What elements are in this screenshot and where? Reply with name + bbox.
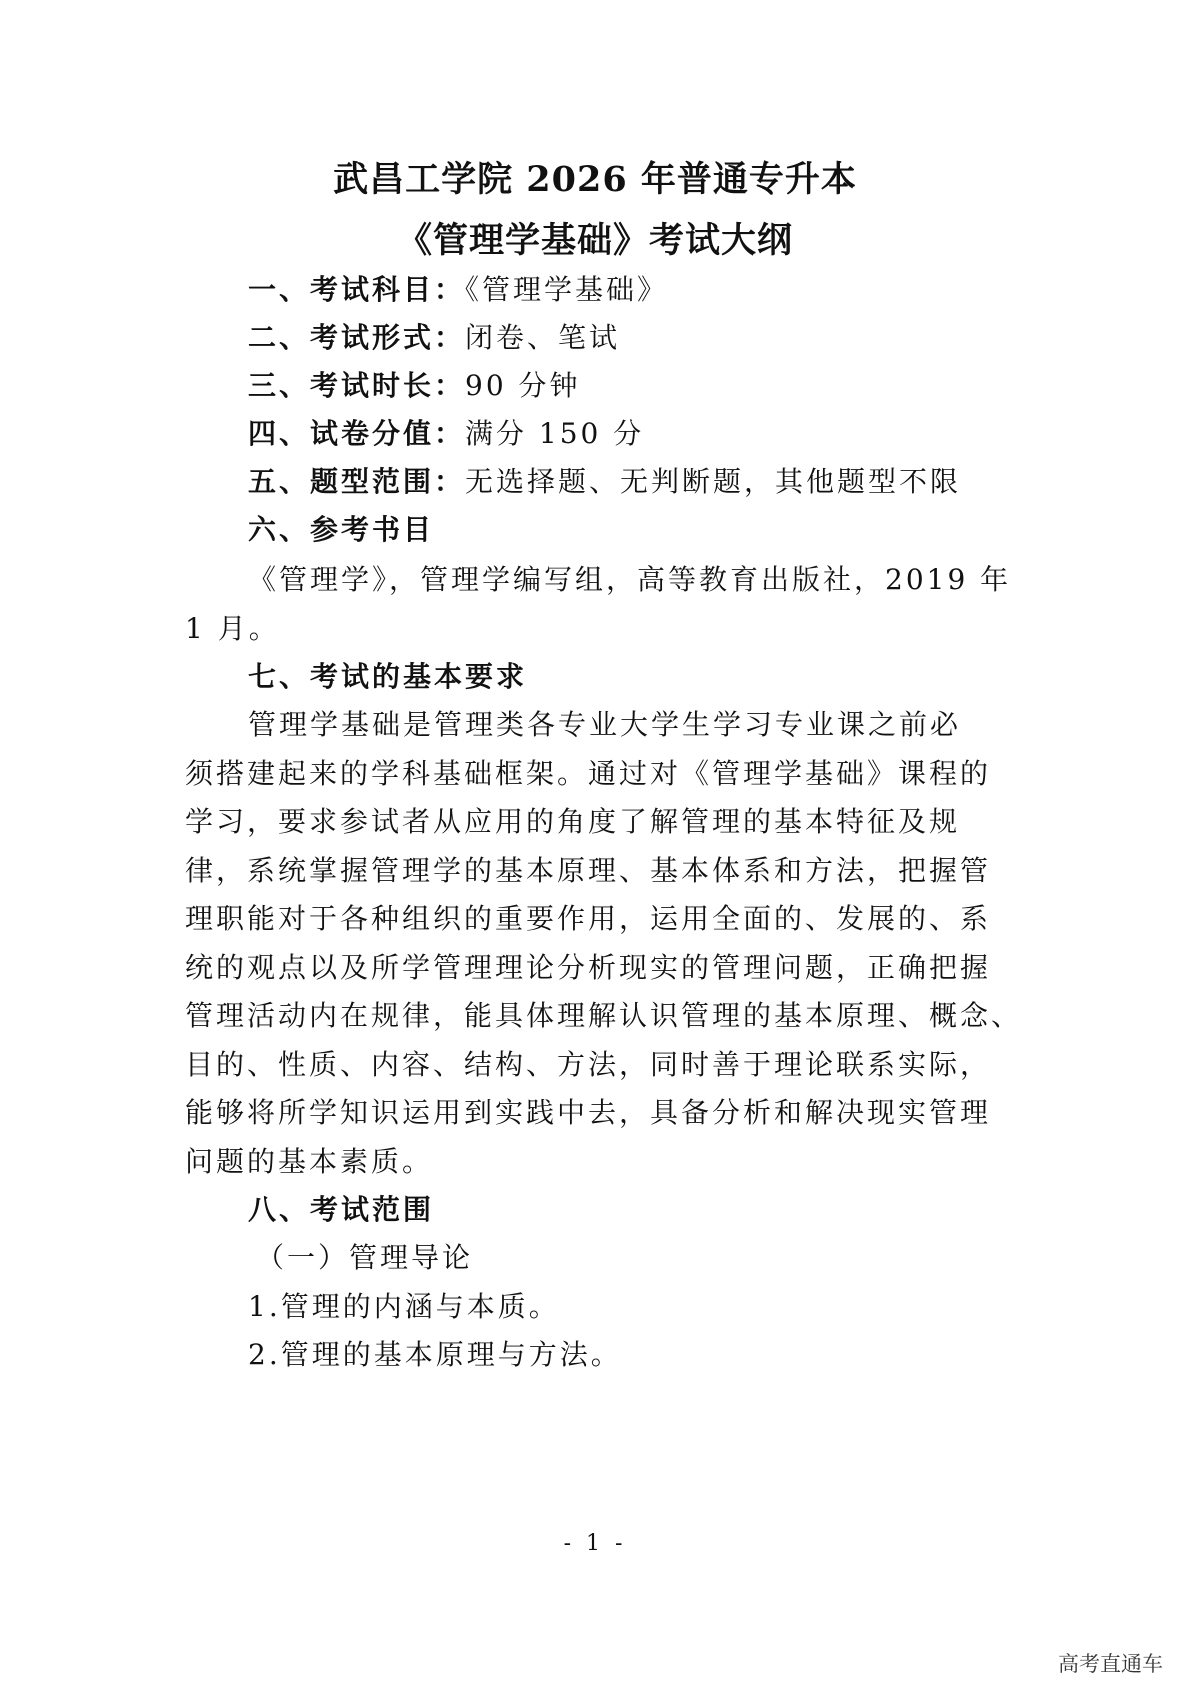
item-duration	[248, 368, 581, 404]
scope-subheading: （一）管理导论	[256, 1241, 474, 1274]
document-subtitle: 《管理学基础》考试大纲	[396, 220, 793, 261]
item-subject-label: 一、考试科目：	[248, 273, 466, 306]
requirements-line: 须搭建起来的学科基础框架。通过对《管理学基础》课程的	[185, 757, 992, 790]
requirements-line: 问题的基本素质。	[185, 1145, 434, 1178]
reference-line: 1 月。	[185, 612, 280, 645]
item-score-value: 满分 150 分	[465, 417, 645, 450]
item-score-label: 四、试卷分值：	[248, 417, 466, 450]
item-duration-label: 三、考试时长：	[248, 369, 466, 402]
reference-line: 《管理学》，管理学编写组，高等教育出版社，2019 年	[248, 563, 1012, 596]
item-question-types-label: 五、题型范围：	[248, 465, 466, 498]
item-form-value: 闭卷、笔试	[465, 321, 621, 354]
item-form-label: 二、考试形式：	[248, 321, 466, 354]
document-title: 武昌工学院 2026 年普通专升本	[333, 159, 857, 200]
requirements-line: 管理学基础是管理类各专业大学生学习专业课之前必	[248, 708, 962, 741]
requirements-line: 统的观点以及所学管理理论分析现实的管理问题，正确把握	[185, 951, 992, 984]
section-references-heading: 六、参考书目	[248, 513, 435, 546]
watermark: 高考直通车	[1058, 1652, 1163, 1676]
requirements-line: 目的、性质、内容、结构、方法，同时善于理论联系实际，	[185, 1048, 992, 1081]
requirements-line: 理职能对于各种组织的重要作用，运用全面的、发展的、系	[185, 902, 992, 935]
item-duration-value: 90 分钟	[465, 369, 581, 402]
item-form	[248, 320, 620, 356]
item-score	[248, 416, 644, 452]
requirements-line: 学习，要求参试者从应用的角度了解管理的基本特征及规	[185, 805, 961, 838]
page-number: - 1 -	[563, 1531, 627, 1556]
item-question-types-value: 无选择题、无判断题，其他题型不限	[465, 465, 962, 498]
requirements-line: 能够将所学知识运用到实践中去，具备分析和解决现实管理	[185, 1096, 992, 1129]
requirements-line: 律，系统掌握管理学的基本原理、基本体系和方法，把握管	[185, 854, 992, 887]
requirements-line: 管理活动内在规律，能具体理解认识管理的基本原理、概念、	[185, 999, 1023, 1032]
scope-item: 2.管理的基本原理与方法。	[248, 1338, 622, 1371]
item-subject	[248, 272, 668, 308]
scope-item: 1.管理的内涵与本质。	[248, 1290, 560, 1323]
item-question-types	[248, 464, 961, 500]
item-subject-value: 《管理学基础》	[465, 273, 669, 306]
section-requirements-heading: 七、考试的基本要求	[248, 660, 528, 693]
section-scope-heading: 八、考试范围	[248, 1193, 435, 1226]
